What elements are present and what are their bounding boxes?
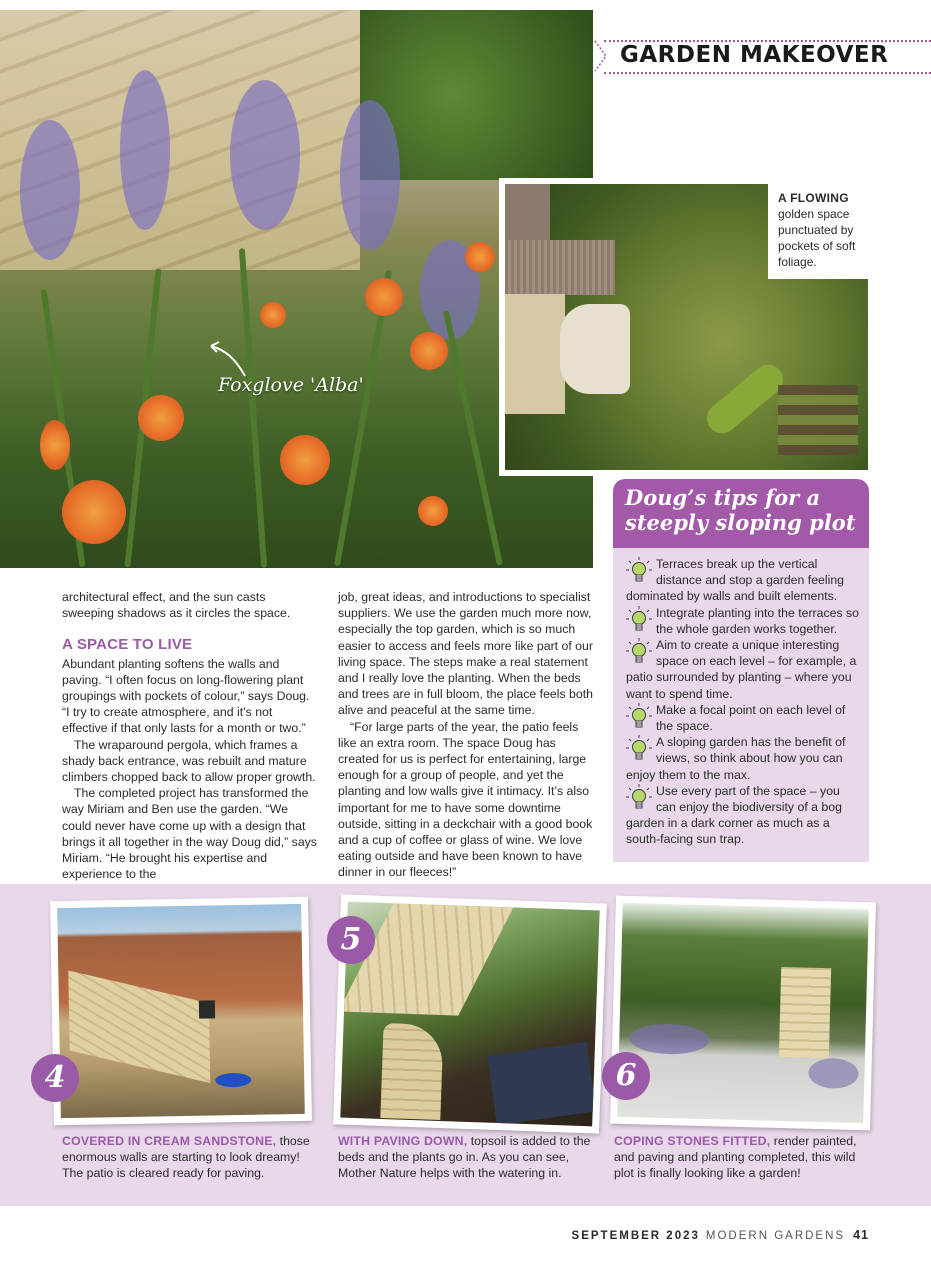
paragraph: Abundant planting softens the walls and paving. “I often focus on long-flowering plant groupings with pockets of colour,” says Doug. “I try to create atmosphere, and it’s not effective if that only lasts for a month or two.” [62,656,310,736]
step-photo-4 [50,897,312,1125]
geum-flower [365,278,403,316]
step-caption [62,1133,322,1182]
grass [239,248,267,568]
caption-lead: COPING STONES FITTED, [614,1134,771,1148]
grass [443,310,503,566]
lightbulb-icon [626,702,652,732]
lightbulb-icon [626,637,652,667]
magazine-name: MODERN GARDENS [705,1230,846,1242]
patio [560,304,630,394]
paragraph: job, great ideas, and introductions to specialist suppliers. We use the garden much more now, especially the top garden, which is so much easier to access and feels more like part of our living space. The steps make a real statement and I really love the planting. When the beds and trees are in full bloom, the place feels both alive and peaceful at the same time. [338,590,593,718]
step-caption [614,1133,864,1182]
lavender [808,1058,859,1089]
article-column-2 [338,589,594,881]
tip-item [626,605,862,637]
caption-text: render painted, and paving and planting completed, this wild plot is finally looking like a garden! [614,1134,857,1181]
tip-text: Integrate planting into the terraces so the whole garden works together. [656,605,860,636]
lightbulb-icon [626,605,652,635]
window [199,1000,215,1018]
issue-date: SEPTEMBER 2023 [571,1230,700,1242]
geum-flower [62,480,126,544]
roof [505,184,550,244]
tip-text: Make a focal point on each level of the space. [656,702,846,734]
paragraph: The completed project has transformed the way Miriam and Ben use the garden. “We could never have come up with a design that brings it all together in the way Doug did,” says Miriam. “He brought his expertise and experience to the [62,786,317,882]
section-header [596,38,931,76]
geum-flower [418,496,448,526]
roof [505,240,615,295]
photo-caption [768,184,869,279]
lavender [629,1023,710,1055]
caption-lead: WITH PAVING DOWN, [338,1134,468,1148]
progress-band [0,884,931,1206]
black-sheeting [487,1042,596,1125]
lightbulb-icon [626,556,652,586]
tips-header [613,479,869,548]
caption-lead: A FLOWING [778,191,849,205]
hedge [701,359,789,440]
tip-text: A sloping garden has the benefit of views, so think about how you can enjoy them to the max. [626,735,846,782]
article-column-1 [62,589,320,882]
chevron-icon [594,40,608,72]
lavender [340,100,400,250]
house-wall [505,294,565,414]
geum-flower [138,395,184,441]
geum-flower [40,420,70,470]
lavender [230,80,300,230]
step-caption [338,1133,598,1182]
dotted-rule [604,72,931,74]
paragraph: architectural effect, and the sun casts sweeping shadows as it circles the space. [62,590,291,621]
curved-wall [380,1023,443,1120]
geum-flower [465,242,495,272]
lavender [120,70,170,230]
label-arrow [205,328,255,378]
sandstone-wall [68,971,210,1083]
tips-title: Doug’s tips for a steeply sloping plot [625,485,856,535]
lightbulb-icon [626,734,652,764]
lightbulb-icon [626,783,652,813]
tips-box [613,479,869,862]
step-number-badge: 4 [31,1054,79,1102]
paragraph: The wraparound pergola, which frames a shady back entrance, was rebuilt and mature climbers chopped back to allow proper growth. [62,737,316,785]
tip-item [626,556,862,605]
tips-list [626,556,862,848]
paragraph: “For large parts of the year, the patio feels like an extra room. The space Doug has created for us is perfect for entertaining, large enough for a group of people, and yet the planting and low walls give it intimacy. It’s also important for me to have some downtime outside, sitting in a deckchair with a good book and a cup of coffee or glass of wine. We love eating outside and have been known to have dinner in our fleeces!” [338,719,593,880]
lavender [20,120,80,260]
tip-text: Aim to create a unique interesting space on each level – for example, a patio surrounded by planting – where you want to spend time. [626,638,857,701]
blue-barrel [215,1073,251,1088]
geum-flower [410,332,448,370]
vegetable-beds [778,385,858,455]
curved-steps [779,967,831,1058]
step-number-badge: 5 [327,916,375,964]
caption-text: topsoil is added to the beds and the plants go in. As you can see, Mother Nature helps with the watering in. [338,1134,591,1181]
step-photo-5 [333,894,607,1133]
sandstone-steps [340,903,513,1015]
caption-body: golden space punctuated by pockets of soft foliage. [778,207,856,269]
tip-item [626,702,862,734]
page-footer [572,1228,869,1242]
tip-item [626,783,862,848]
tip-text: Terraces break up the vertical distance and stop a garden feeling dominated by walls and built elements. [626,557,845,604]
geum-flower [280,435,330,485]
caption-lead: COVERED IN CREAM SANDSTONE, [62,1134,277,1148]
tip-item [626,734,862,783]
step-photo-6 [610,896,876,1131]
section-title: GARDEN MAKEOVER [620,42,889,68]
geum-flower [260,302,286,328]
page-number: 41 [853,1228,869,1242]
subheading: A SPACE TO LIVE [62,636,193,654]
plant-label: Foxglove 'Alba' [218,374,364,396]
step-number-badge: 6 [602,1052,650,1100]
tip-item [626,637,862,702]
caption-text: those enormous walls are starting to look dreamy! The patio is cleared ready for paving. [62,1134,310,1181]
tip-text: Use every part of the space – you can enjoy the biodiversity of a bog garden in a dark corner as much as a south-facing sun trap. [626,783,842,847]
